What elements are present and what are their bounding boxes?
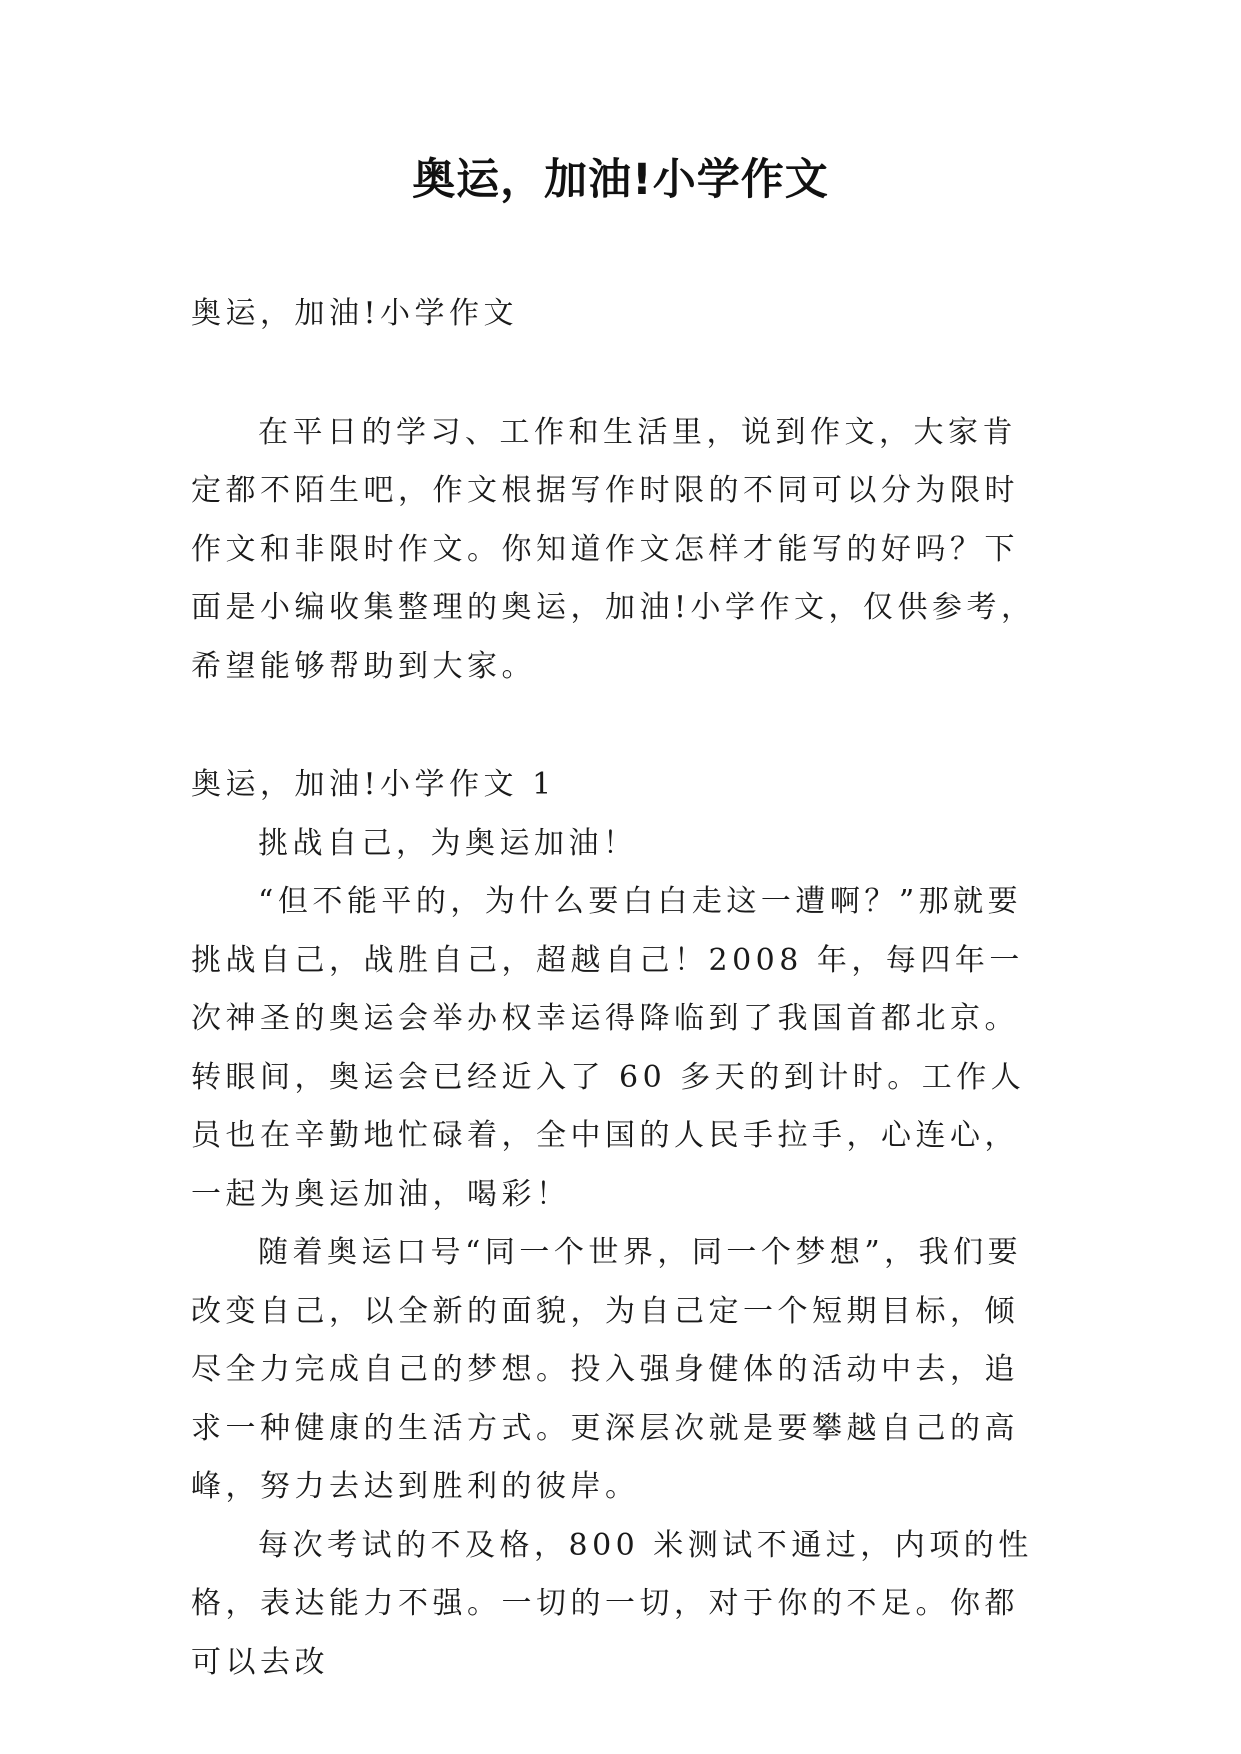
document-subtitle: 奥运，加油!小学作文 (191, 296, 519, 331)
document-title: 奥运，加油!小学作文 (412, 155, 829, 205)
spacer (191, 344, 1051, 404)
body-paragraph: “但不能平的，为什么要白白走这一遭啊？”那就要挑战自己，战胜自己，超越自己！2008 年，每四年一次神圣的奥运会举办权幸运得降临到了我国首都北京。转眼间，奥运会已经近入了 60 多天的到计时。工作人员也在辛勤地忙碌着，全中国的人民手拉手，心连心，一起为奥运加油，喝彩！ (191, 884, 1026, 1212)
spacer (191, 696, 1051, 756)
body-paragraph: 挑战自己，为奥运加油！ (258, 825, 638, 861)
body-paragraph: 随着奥运口号“同一个世界，同一个梦想”，我们要改变自己，以全新的面貌，为自己定一个短期目标，倾尽全力完成自己的梦想。投入强身健体的活动中去，追求一种健康的生活方式。更深层次就是要攀越自己的高峰，努力去达到胜利的彼岸。 (191, 1235, 1023, 1504)
body-paragraph: 每次考试的不及格，800 米测试不通过，内项的性格，表达能力不强。一切的一切，对于你的不足。你都可以去改 (191, 1527, 1033, 1680)
section-heading: 奥运，加油!小学作文 1 (191, 767, 556, 802)
intro-paragraph: 在平日的学习、工作和生活里，说到作文，大家肯定都不陌生吧，作文根据写作时限的不同可以分为限时作文和非限时作文。你知道作文怎样才能写的好吗？下面是小编收集整理的奥运，加油!小学作文，仅供参考，希望能够帮助到大家。 (191, 414, 1036, 684)
document-body (191, 285, 1051, 1692)
